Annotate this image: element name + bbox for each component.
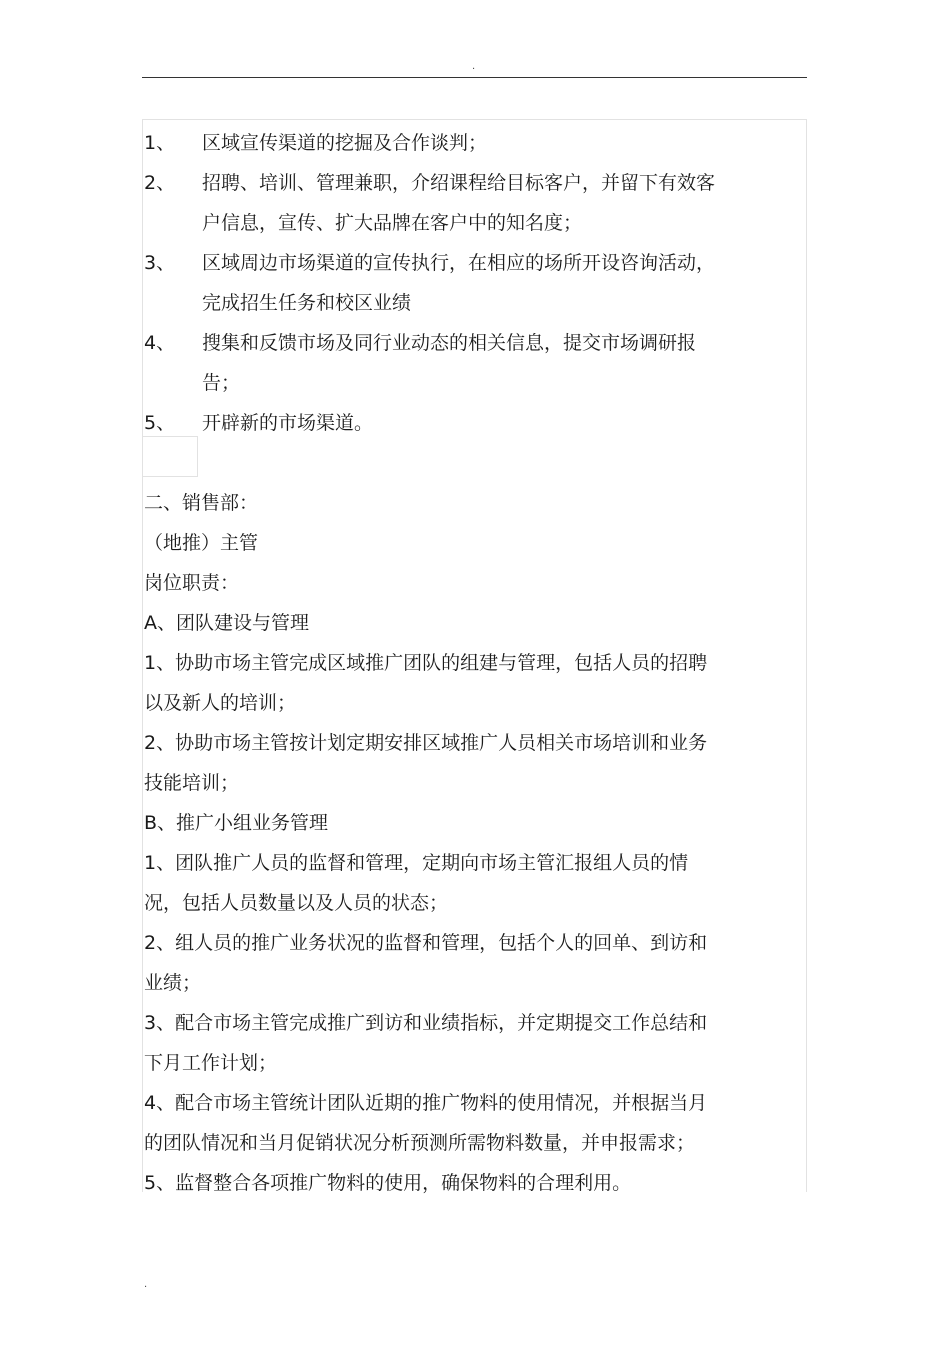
group-a-item-1-line-2: 以及新人的培训；	[144, 692, 297, 714]
group-a-title: A、团队建设与管理	[144, 612, 309, 634]
list-item-3-line-2: 完成招生任务和校区业绩	[202, 292, 412, 314]
table-frame-right	[806, 119, 807, 1192]
group-a-item-2-line-2: 技能培训；	[144, 772, 240, 794]
list-item-4-line-1: 搜集和反馈市场及同行业动态的相关信息，提交市场调研报	[202, 332, 697, 354]
list-item-4-line-2: 告；	[202, 372, 241, 394]
list-item-1-line-1: 区域宣传渠道的挖掘及合作谈判；	[202, 132, 488, 154]
group-b-item-3-line-2: 下月工作计划；	[144, 1052, 278, 1074]
group-b-item-2-line-1: 2、组人员的推广业务状况的监督和管理，包括个人的回单、到访和	[144, 932, 708, 954]
group-b-item-2-line-2: 业绩；	[144, 972, 202, 994]
group-b-item-5-line-1: 5、监督整合各项推广物料的使用，确保物料的合理利用。	[144, 1172, 632, 1194]
header-rule	[142, 77, 807, 78]
duties-heading: 岗位职责：	[144, 572, 240, 594]
list-item-2-line-2: 户信息，宣传、扩大品牌在客户中的知名度；	[202, 212, 583, 234]
empty-table-cell	[142, 436, 198, 477]
position-title: （地推）主管	[144, 532, 259, 554]
list-item-5-line-1: 开辟新的市场渠道。	[202, 412, 374, 434]
table-frame-top	[142, 119, 807, 120]
group-b-item-4-line-1: 4、配合市场主管统计团队近期的推广物料的使用情况，并根据当月	[144, 1092, 708, 1114]
group-b-title: B、推广小组业务管理	[144, 812, 329, 834]
group-a-item-2-line-1: 2、协助市场主管按计划定期安排区域推广人员相关市场培训和业务	[144, 732, 708, 754]
list-item-3-number: 3、	[144, 252, 176, 274]
section-title: 二、销售部：	[144, 492, 259, 514]
table-frame-left	[142, 119, 143, 1192]
list-item-2-number: 2、	[144, 172, 176, 194]
group-b-item-4-line-2: 的团队情况和当月促销状况分析预测所需物料数量，并申报需求；	[144, 1132, 696, 1154]
header-dot: .	[472, 61, 476, 72]
footer-dot: .	[144, 1279, 148, 1290]
list-item-4-number: 4、	[144, 332, 176, 354]
group-b-item-3-line-1: 3、配合市场主管完成推广到访和业绩指标，并定期提交工作总结和	[144, 1012, 708, 1034]
group-b-item-1-line-1: 1、团队推广人员的监督和管理，定期向市场主管汇报组人员的情	[144, 852, 689, 874]
list-item-3-line-1: 区域周边市场渠道的宣传执行，在相应的场所开设咨询活动，	[202, 252, 716, 274]
group-a-item-1-line-1: 1、协助市场主管完成区域推广团队的组建与管理，包括人员的招聘	[144, 652, 708, 674]
list-item-2-line-1: 招聘、培训、管理兼职，介绍课程给目标客户，并留下有效客	[202, 172, 716, 194]
list-item-1-number: 1、	[144, 132, 176, 154]
group-b-item-1-line-2: 况，包括人员数量以及人员的状态；	[144, 892, 449, 914]
list-item-5-number: 5、	[144, 412, 176, 434]
